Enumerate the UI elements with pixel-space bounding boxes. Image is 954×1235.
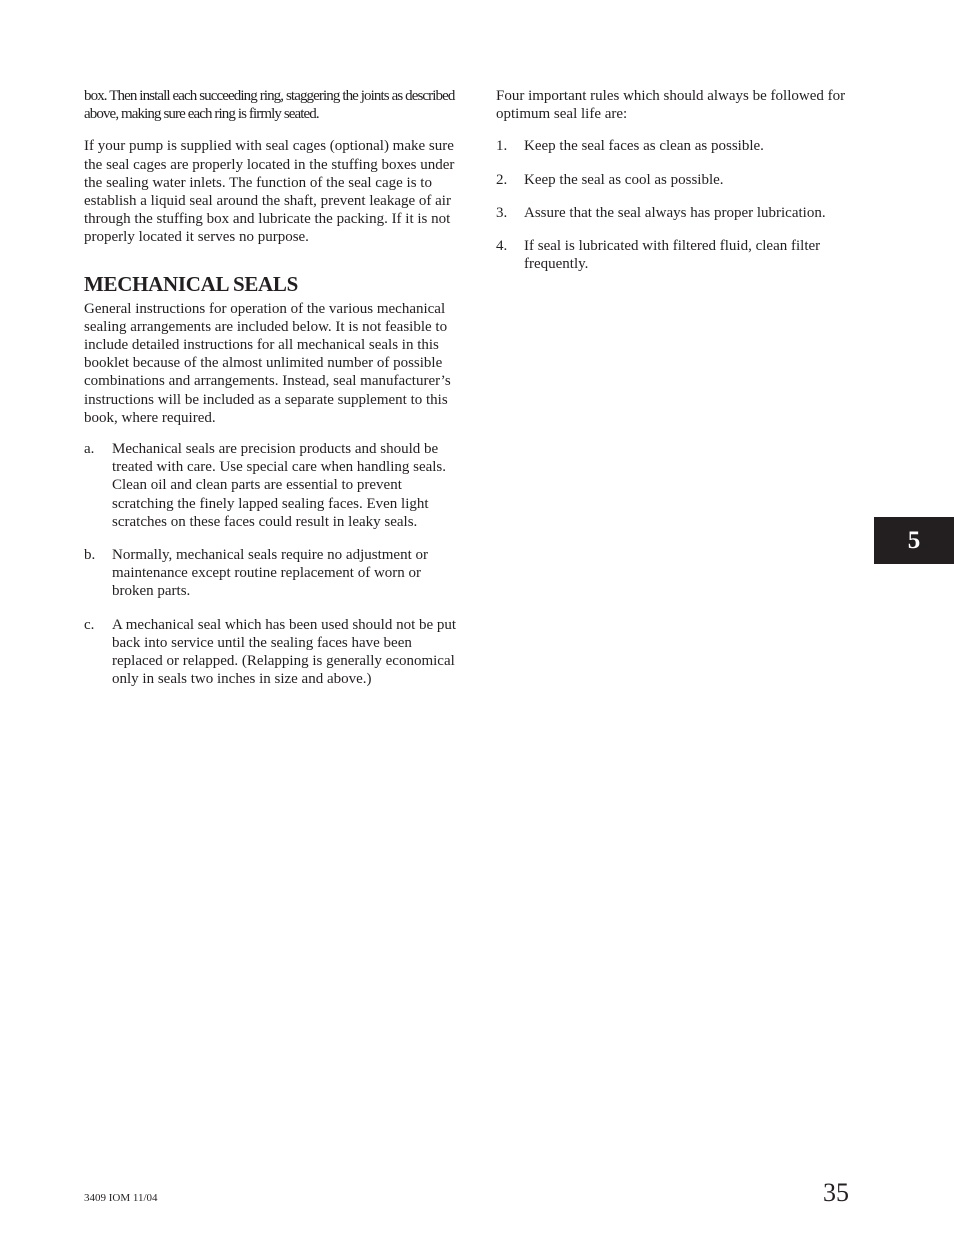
list-item [496, 171, 866, 189]
list-marker: 2. [496, 171, 508, 188]
rules-intro: Four important rules which should always be followed for optimum seal life are: [496, 88, 846, 123]
list-item-text: Normally, mechanical seals require no adjustment or maintenance except routine replacement of worn or broken parts. [112, 547, 429, 600]
right-column [496, 87, 866, 273]
list-marker: 4. [496, 238, 508, 255]
list-item-text: Keep the seal as cool as possible. [524, 171, 724, 188]
left-column [84, 87, 460, 688]
mechanical-seal-items [84, 440, 460, 688]
list-marker: 3. [496, 204, 508, 221]
list-item-text: If seal is lubricated with filtered fluid, clean filter frequently. [524, 238, 821, 273]
list-item [84, 616, 460, 689]
list-item-text: Assure that the seal always has proper lubrication. [524, 204, 826, 221]
list-item-text: Mechanical seals are precision products and should be treated with care. Use special care when handling seals. Clean oil and clean parts are essential to prevent scratching the finely lapped sealing faces. Even light scratches on these faces could result in leaky seals. [112, 441, 447, 530]
section-heading: MECHANICAL SEALS [84, 271, 298, 296]
list-item [84, 546, 460, 601]
intro-paragraph: General instructions for operation of the various mechanical sealing arrangements are included below. It is not feasible to include detailed instructions for all mechanical seals in this booklet because of the almost unlimited number of possible combinations and arrangements. Instead, seal manufacturer’s instructions will be included as a separate supplement to this book, where required. [84, 300, 451, 426]
document-code: 3409 IOM 11/04 [84, 1192, 158, 1204]
list-marker: a. [84, 441, 95, 458]
list-item-text: Keep the seal faces as clean as possible. [524, 138, 764, 155]
list-marker: 1. [496, 138, 508, 155]
list-item [84, 440, 460, 531]
continued-paragraph: box. Then install each succeeding ring, staggering the joints as described above, making sure each ring is firmly seated. [84, 88, 455, 123]
list-item [496, 204, 866, 222]
list-marker: c. [84, 616, 95, 633]
list-marker: b. [84, 547, 96, 564]
page-number: 35 [823, 1178, 849, 1207]
seal-rules-list [496, 137, 866, 273]
list-item-text: A mechanical seal which has been used should not be put back into service until the sealing faces have been replaced or relapped. (Relapping is generally economical only in seals two inches in size and above.) [112, 616, 457, 688]
section-tab: 5 [874, 517, 954, 564]
list-item [496, 137, 866, 155]
seal-cages-paragraph: If your pump is supplied with seal cages (optional) make sure the seal cages are properly located in the stuffing boxes under the sealing water inlets. The function of the seal cage is to establish a liquid seal around the shaft, prevent leakage of air through the stuffing box and lubricate the packing. If it is not properly located it serves no purpose. [84, 138, 455, 246]
list-item [496, 237, 866, 273]
